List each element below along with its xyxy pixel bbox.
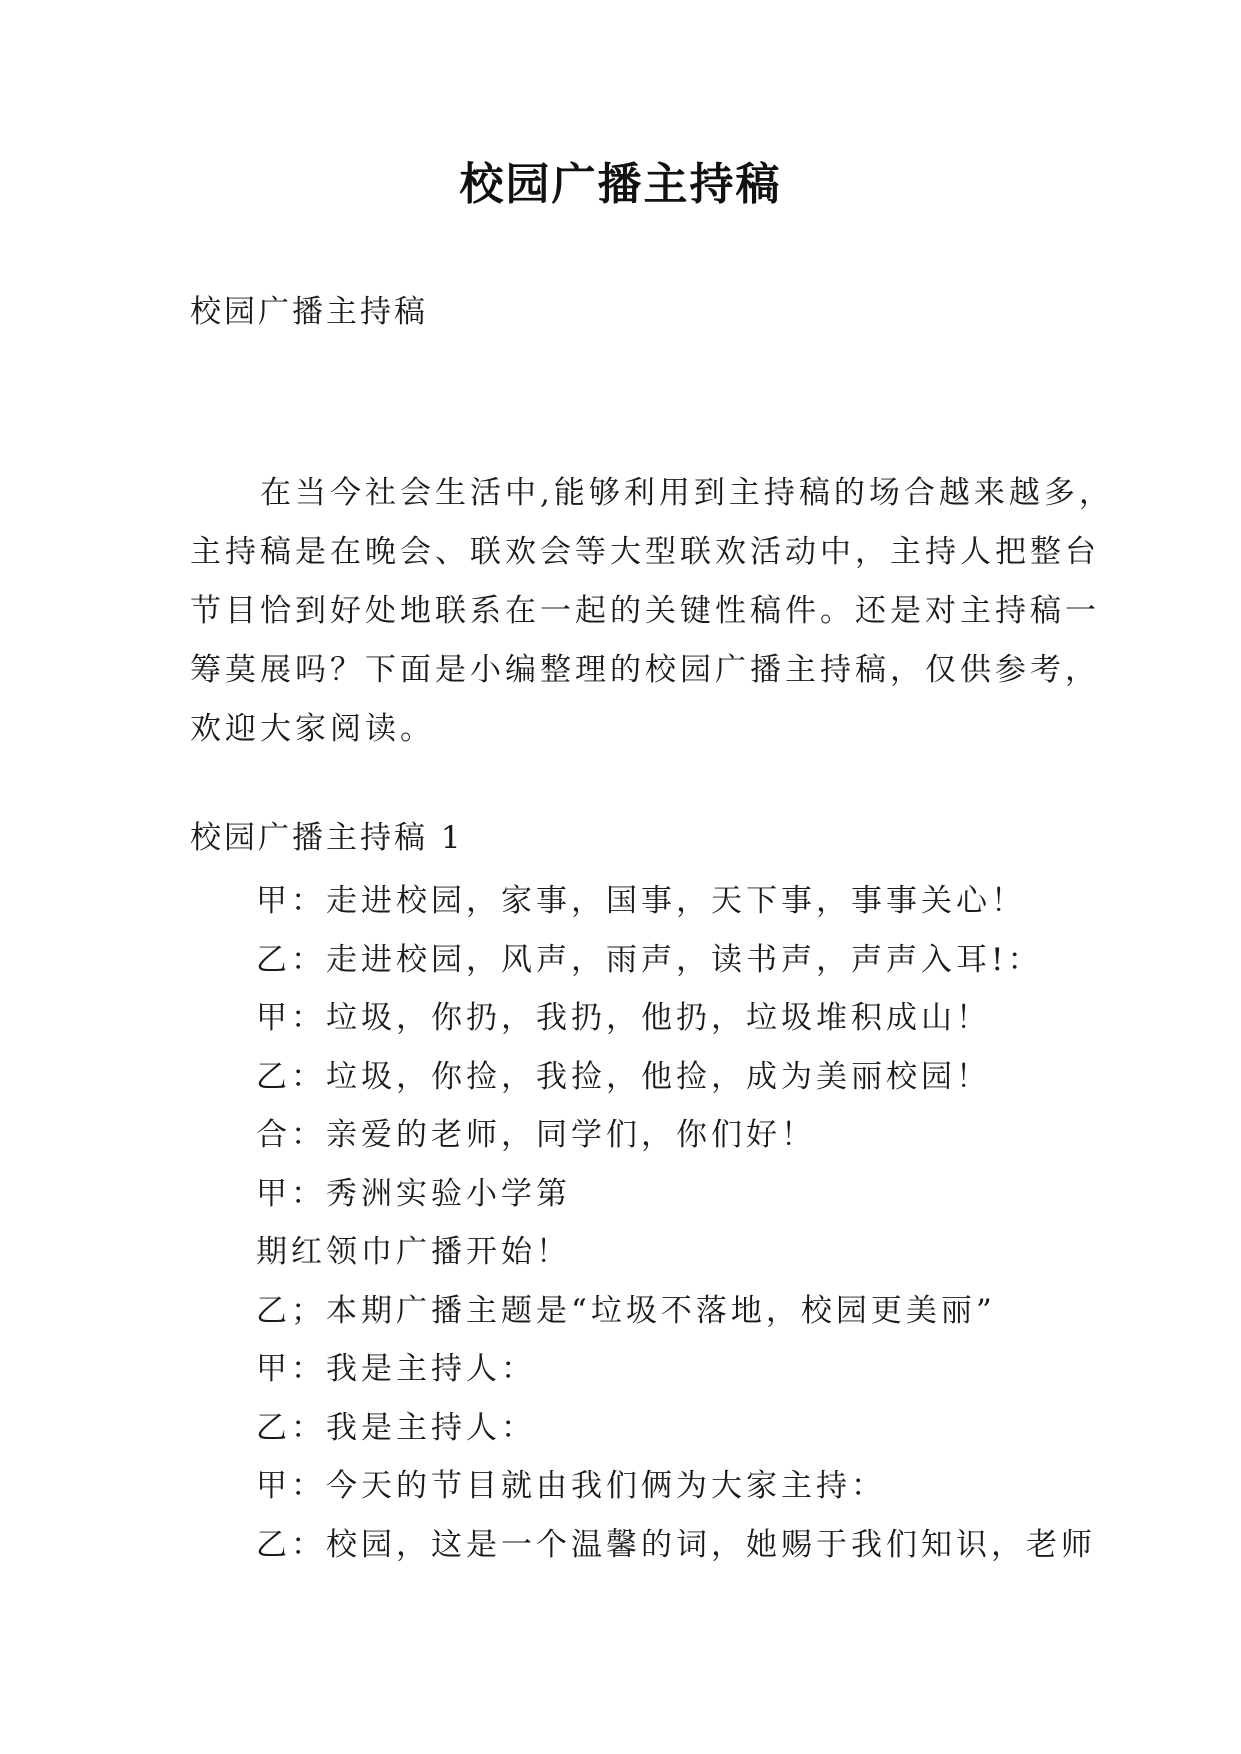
section-heading: 校园广播主持稿 1 bbox=[190, 820, 464, 856]
dialog-line: 乙：走进校园，风声，雨声，读书声，声声入耳!： bbox=[256, 941, 1043, 978]
intro-line: 节目恰到好处地联系在一起的关键性稿件。还是对主持稿一 bbox=[190, 593, 1100, 629]
document-title: 校园广播主持稿 bbox=[459, 159, 782, 210]
dialog-line: 乙：垃圾，你捡，我捡，他捡，成为美丽校园！ bbox=[256, 1058, 991, 1095]
intro-line: 主持稿是在晚会、联欢会等大型联欢活动中，主持人把整台 bbox=[190, 534, 1100, 570]
intro-line: 在当今社会生活中,能够利用到主持稿的场合越来越多， bbox=[190, 475, 1114, 511]
dialog-line: 合：亲爱的老师，同学们，你们好！ bbox=[256, 1117, 816, 1153]
dialog-line: 期红领巾广播开始！ bbox=[256, 1234, 571, 1270]
dialog-line: 甲：垃圾，你扔，我扔，他扔，垃圾堆积成山！ bbox=[256, 1000, 991, 1036]
dialog-line: 甲：秀洲实验小学第 bbox=[256, 1175, 571, 1212]
dialog-line: 甲：今天的节目就由我们俩为大家主持： bbox=[256, 1468, 886, 1504]
dialog-line: 甲：走进校园，家事，国事，天下事，事事关心！ bbox=[256, 883, 1026, 919]
dialog-script bbox=[256, 872, 1116, 1574]
dialog-line: 乙：校园，这是一个温馨的词，她赐于我们知识，老师 bbox=[256, 1526, 1096, 1563]
intro-line: 欢迎大家阅读。 bbox=[190, 711, 435, 747]
dialog-line: 乙：我是主持人： bbox=[256, 1409, 536, 1446]
dialog-line: 甲：我是主持人： bbox=[256, 1351, 536, 1387]
intro-line: 筹莫展吗？下面是小编整理的校园广播主持稿，仅供参考， bbox=[190, 652, 1100, 688]
intro-paragraph bbox=[190, 464, 1114, 759]
document-subtitle: 校园广播主持稿 bbox=[190, 294, 428, 330]
dialog-line: 乙；本期广播主题是“垃圾不落地，校园更美丽” bbox=[256, 1292, 996, 1329]
